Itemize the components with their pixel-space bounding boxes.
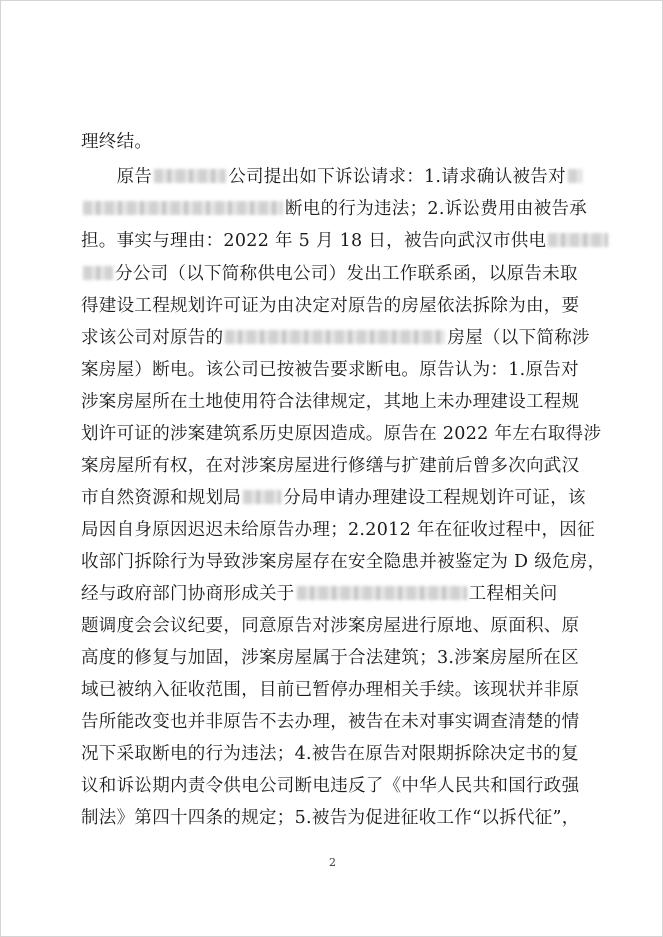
text-line-21: 议和诉讼期内责令供电公司断电违反了《中华人民共和国行政强 bbox=[81, 776, 580, 796]
page-number: 2 bbox=[329, 856, 336, 869]
text-line-3: 断电的行为违法；2.诉讼费用由被告承 bbox=[81, 197, 587, 221]
text-line-7: 求该公司对原告的 房屋（以下简称涉 bbox=[81, 328, 590, 348]
redacted-text bbox=[548, 233, 608, 247]
text-line-13: 局因自身原因迟迟未给原告办理；2.2012 年在征收过程中，因征 bbox=[81, 520, 595, 540]
text-line-15: 经与政府部门协商形成关于 工程相关问 bbox=[81, 584, 558, 604]
text-line-11: 案房屋所有权，在对涉案房屋进行修缮与扩建前后曾多次向武汉 bbox=[81, 456, 580, 476]
redacted-project bbox=[297, 586, 467, 600]
redacted-text bbox=[83, 266, 113, 280]
redacted-address bbox=[83, 201, 283, 215]
text-line-18: 域已被纳入征收范围，目前已暂停办理相关手续。该现状并非原 bbox=[81, 680, 580, 700]
text-line-10: 划许可证的涉案建筑系历史原因造成。原告在 2022 年左右取得涉 bbox=[81, 424, 602, 444]
text-line-19: 告所能改变也并非原告不去办理，被告在未对事实调查清楚的情 bbox=[81, 712, 580, 732]
text-line-1: 理终结。 bbox=[81, 132, 153, 152]
text-line-22: 制法》第四十四条的规定；5.被告为促进征收工作“以拆代征”， bbox=[81, 808, 580, 828]
text-line-9: 涉案房屋所在土地使用符合法律规定，其地上未办理建设工程规 bbox=[81, 392, 580, 412]
text-line-20: 况下采取断电的行为违法；4.被告在原告对限期拆除决定书的复 bbox=[81, 744, 579, 764]
text-line-12: 市自然资源和规划局 分局申请办理建设工程规划许可证，该 bbox=[81, 488, 586, 508]
text-line-8: 案房屋）断电。该公司已按被告要求断电。原告认为：1.原告对 bbox=[81, 360, 579, 380]
text-line-16: 题调度会会议纪要，同意原告对涉案房屋进行原地、原面积、原 bbox=[81, 616, 580, 636]
redacted-address bbox=[225, 330, 445, 344]
text-line-2: 原告 公司提出如下诉讼请求：1.请求确认被告对 bbox=[81, 165, 584, 189]
redacted-name bbox=[154, 169, 226, 183]
text-line-17: 高度的修复与加固，涉案房屋属于合法建筑；3.涉案房屋所在区 bbox=[81, 648, 579, 668]
redacted-district bbox=[243, 490, 281, 504]
text-line-4: 担。事实与理由：2022 年 5 月 18 日，被告向武汉市供电 bbox=[81, 229, 610, 253]
redacted-text bbox=[568, 169, 582, 183]
text-line-6: 得建设工程规划许可证为由决定对原告的房屋依法拆除为由，要 bbox=[81, 296, 580, 316]
text-line-14: 收部门拆除行为导致涉案房屋存在安全隐患并被鉴定为 D 级危房， bbox=[81, 552, 606, 572]
text-line-5: 分公司（以下简称供电公司）发出工作联系函，以原告未取 bbox=[81, 262, 578, 286]
